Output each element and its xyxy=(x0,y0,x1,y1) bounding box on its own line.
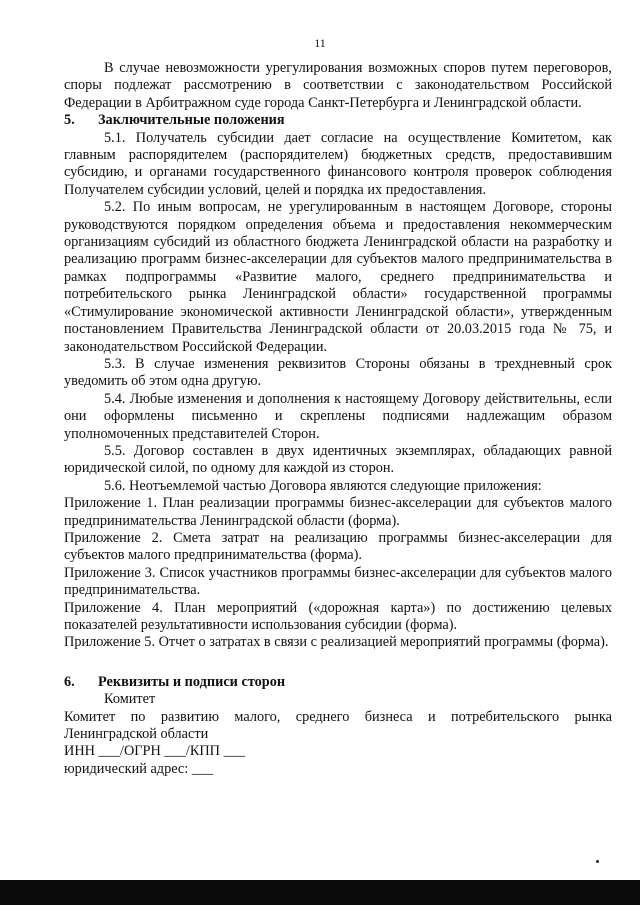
section-6-number: 6. xyxy=(64,673,75,690)
appendix-5: Приложение 5. Отчет о затратах в связи с реализацией мероприятий программы (форма). xyxy=(64,634,609,651)
page-number: 11 xyxy=(314,36,326,50)
clause-5-1: 5.1. Получатель субсидии дает согласие на осуществление Комитетом, как главным распорядителем (распорядителем) бюджетных средств, предоставившим субсидию, и органами государственного финансового контроля проверок соблюдения Получателем субсидии условий, целей и порядка их предоставления. xyxy=(64,129,612,198)
section-6-title: Реквизиты и подписи сторон xyxy=(98,673,286,690)
appendix-3: Приложение 3. Список участников программы бизнес-акселерации для субъектов малого предпринимательства. xyxy=(64,564,612,599)
paragraph-disputes: В случае невозможности урегулирования возможных споров путем переговоров, споры подлежат рассмотрению в соответствии с законодательством Российской Федерации в Арбитражном суде города Санкт-Петербурга и Ленинградской области. xyxy=(64,60,612,111)
appendix-2: Приложение 2. Смета затрат на реализацию программы бизнес-акселерации для субъектов малого предпринимательства (форма). xyxy=(64,529,612,564)
clause-5-6: 5.6. Неотъемлемой частью Договора являются следующие приложения: xyxy=(104,477,542,494)
scan-bottom-edge xyxy=(0,880,640,905)
appendix-1: Приложение 1. План реализации программы бизнес-акселерации для субъектов малого предпринимательства Ленинградской области (форма). xyxy=(64,495,612,529)
ids-line: ИНН ___/ОГРН ___/КПП ___ xyxy=(64,743,246,760)
party-label: Комитет xyxy=(104,691,156,708)
clause-5-5: 5.5. Договор составлен в двух идентичных экземплярах, обладающих равной юридической силой, по одному для каждой из сторон. xyxy=(64,442,612,477)
section-6-heading xyxy=(64,674,612,691)
section-5-heading xyxy=(64,112,612,129)
clause-5-2: 5.2. По иным вопросам, не урегулированным в настоящем Договоре, стороны руководствуются порядком определения объема и предоставления некоммерческим организациям субсидий из областного бюджета Ленинградской области на разработку и реализацию программ бизнес-акселерации для субъектов малого предпринимательства в рамках подпрограммы «Развитие малого, среднего предпринимательства и потребительского рынка Ленинградской области» государственной программы «Стимулирование экономической активности Ленинградской области», утвержденным постановлением Правительства Ленинградской области от 20.03.2015 года № 75, и законодательством Российской Федерации. xyxy=(64,199,612,355)
clause-5-3: 5.3. В случае изменения реквизитов Стороны обязаны в трехдневный срок уведомить об этом одна другую. xyxy=(64,355,612,390)
address-line: юридический адрес: ___ xyxy=(64,760,214,777)
scan-speck xyxy=(596,860,599,863)
document-body xyxy=(64,60,612,778)
section-5-title: Заключительные положения xyxy=(98,112,285,129)
clause-5-4: 5.4. Любые изменения и дополнения к настоящему Договору действительны, если они оформлены письменно и скреплены подписями надлежащим образом уполномоченных представителей Сторон. xyxy=(64,390,612,442)
appendix-4: Приложение 4. План мероприятий («дорожная карта») по достижению целевых показателей результативности использования субсидии (форма). xyxy=(64,599,612,633)
party-name: Комитет по развитию малого, среднего бизнеса и потребительского рынка Ленинградской области xyxy=(64,708,612,743)
section-5-number: 5. xyxy=(64,112,75,129)
